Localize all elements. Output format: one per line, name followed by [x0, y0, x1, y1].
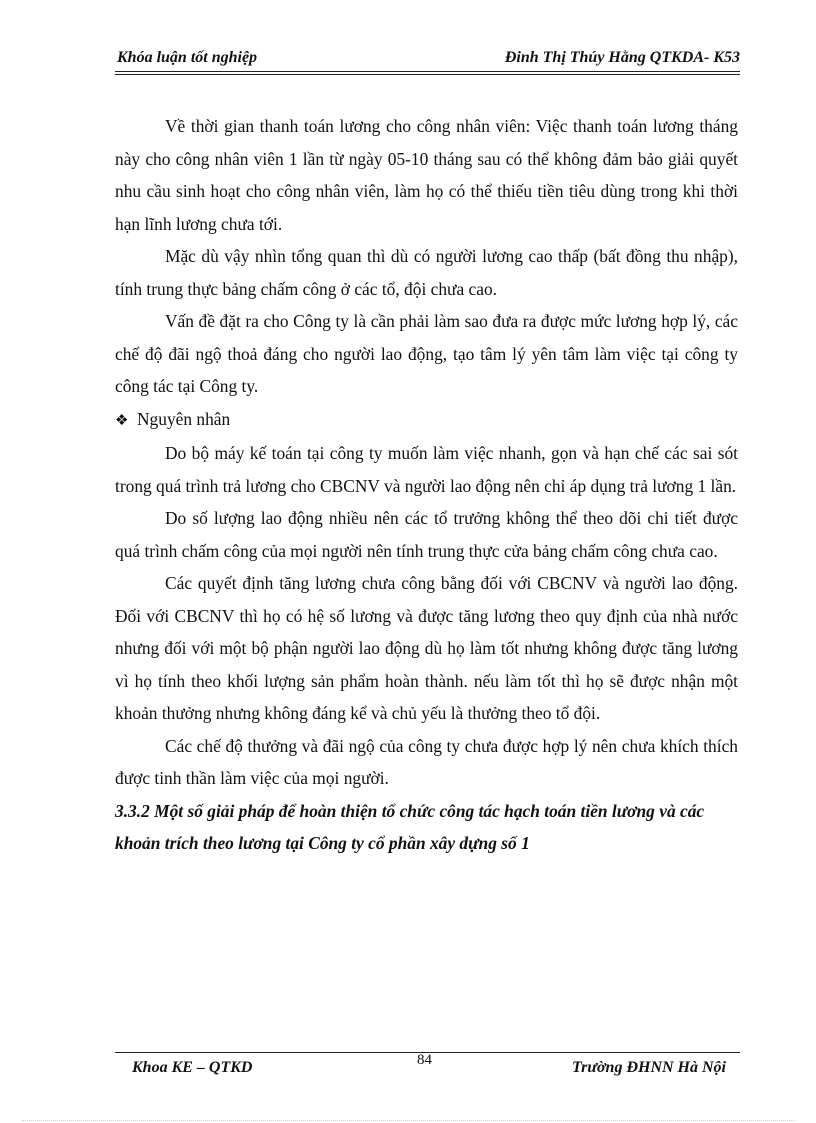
paragraph-overview: Mặc dù vậy nhìn tổng quan thì dù có người lương cao thấp (bất đồng thu nhập), tính trung thực bảng chấm công ở các tổ, đội chưa cao.	[115, 246, 738, 299]
page-header	[115, 44, 740, 74]
bullet-causes-label: Nguyên nhân	[137, 408, 231, 429]
section-heading-3-3-2: 3.3.2 Một số giải pháp để hoàn thiện tổ chức công tác hạch toán tiền lương và các khoản trích theo lương tại Công ty cổ phần xây dựng số 1	[115, 800, 705, 853]
paragraph-cause-accounting: Do bộ máy kế toán tại công ty muốn làm việc nhanh, gọn và hạn chế các sai sót trong quá trình trả lương cho CBCNV và người lao động nên chỉ áp dụng trả lương 1 lần.	[115, 443, 738, 496]
footer-university: Trường ĐHNN Hà Nội	[571, 1059, 726, 1076]
bullet-causes	[115, 403, 738, 438]
paragraph-cause-raises: Các quyết định tăng lương chưa công bằng đối với CBCNV và người lao động. Đối với CBCNV thì họ có hệ số lương và được tăng lương theo quy định của nhà nước nhưng đối với một bộ phận người lao động dù họ làm tốt nhưng không được tăng lương vì họ tính theo khối lượng sản phẩm hoàn thành. nếu làm tốt thì họ sẽ được nhận một khoản thưởng nhưng không đáng kể và chủ yếu là thưởng theo tổ đội.	[115, 573, 738, 723]
diamond-bullet-icon: ❖	[115, 412, 129, 429]
footer-faculty: Khoa KE – QTKD	[132, 1059, 253, 1076]
page-bottom-border	[22, 1120, 794, 1121]
header-thesis-title: Khóa luận tốt nghiệp	[117, 49, 258, 66]
paragraph-payment-time: Về thời gian thanh toán lương cho công nhân viên: Việc thanh toán lương tháng này cho công nhân viên 1 lần từ ngày 05-10 tháng sau có thể không đảm bảo giải quyết nhu cầu sinh hoạt cho công nhân viên, làm họ có thể thiếu tiền tiêu dùng trong khi thời hạn lĩnh lương chưa tới.	[115, 116, 738, 234]
paragraph-cause-attendance: Do số lượng lao động nhiều nên các tổ trưởng không thể theo dõi chi tiết được quá trình chấm công của mọi người nên tính trung thực cửa bảng chấm công chưa cao.	[115, 508, 738, 561]
header-rule-thin	[115, 74, 740, 75]
page-number: 84	[417, 1052, 432, 1068]
page-body	[115, 110, 738, 860]
header-rule	[115, 71, 740, 72]
page-footer	[115, 1049, 740, 1085]
paragraph-cause-rewards: Các chế độ thưởng và đãi ngộ của công ty chưa được hợp lý nên chưa khích thích được tinh thần làm việc của mọi người.	[115, 735, 738, 788]
paragraph-problem: Vấn đề đặt ra cho Công ty là cần phải làm sao đưa ra được mức lương hợp lý, các chế độ đãi ngộ thoả đáng cho người lao động, tạo tâm lý yên tâm làm việc tại công ty công tác tại Công ty.	[115, 311, 738, 396]
header-author: Đinh Thị Thúy Hằng QTKDA- K53	[504, 49, 740, 66]
